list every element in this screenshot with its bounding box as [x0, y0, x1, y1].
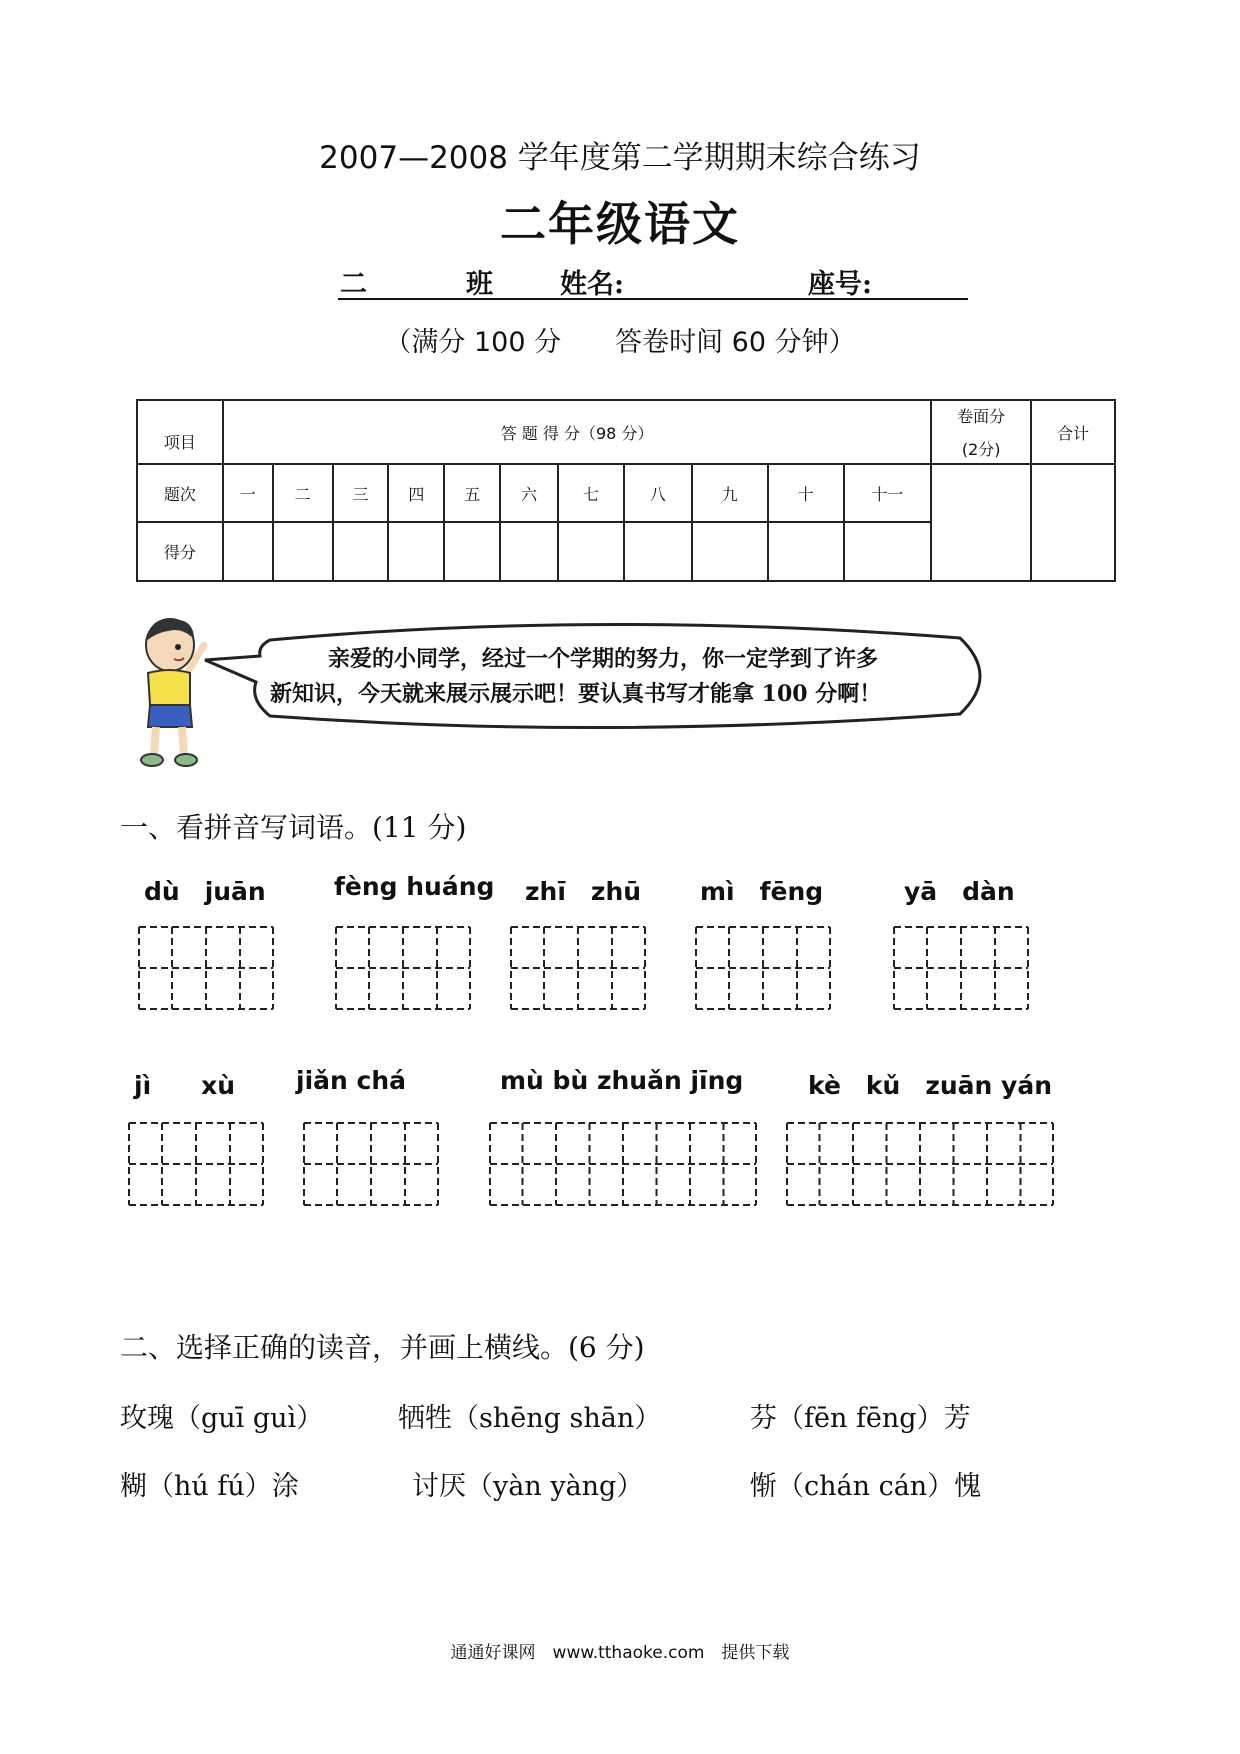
question-number: 九 [692, 464, 768, 522]
pinyin-label: dù juān [144, 877, 266, 906]
seat-label: 座号: [808, 269, 872, 300]
question-number: 五 [444, 464, 500, 522]
pinyin-label: kè kǔ zuān yán [808, 1071, 1053, 1100]
score-cell[interactable] [273, 522, 333, 581]
score-table [136, 399, 1116, 582]
score-cell[interactable] [558, 522, 624, 581]
question-number: 四 [388, 464, 444, 522]
pronunciation-choice[interactable]: 惭（chán cán）愧 [750, 1471, 982, 1502]
writing-grid[interactable] [128, 1122, 264, 1206]
score-cell[interactable] [692, 522, 768, 581]
exam-subtitle: （满分 100 分 答卷时间 60 分钟） [384, 327, 856, 358]
total-score-cell[interactable] [1031, 464, 1115, 581]
neatness-cell [931, 400, 1031, 464]
score-cell[interactable] [500, 522, 558, 581]
footer-source: 通通好课网 www.tthaoke.com 提供下载 [450, 1643, 790, 1663]
section2-title: 二、选择正确的读音，并画上横线。(6 分) [120, 1331, 645, 1364]
writing-grid[interactable] [786, 1122, 1054, 1206]
question-row [137, 464, 1115, 522]
writing-grid[interactable] [489, 1122, 757, 1206]
answer-score-header: 答 题 得 分（98 分） [223, 400, 932, 464]
pinyin-label: jì xù [134, 1071, 236, 1100]
score-cell[interactable] [624, 522, 692, 581]
neatness-points: (2分) [961, 440, 1001, 459]
writing-grid[interactable] [695, 926, 831, 1010]
item-label: 项目 [137, 400, 223, 464]
main-title: 二年级语文 [500, 197, 740, 251]
question-number: 一 [223, 464, 273, 522]
question-number: 八 [624, 464, 692, 522]
score-row-label: 得分 [137, 522, 223, 581]
message-line: 新知识，今天就来展示展示吧！要认真书写才能拿 100 分啊！ [270, 681, 882, 707]
exam-title-line: 2007—2008 学年度第二学期期末综合练习 [319, 140, 921, 176]
name-label: 姓名: [560, 269, 624, 300]
writing-grid[interactable] [893, 926, 1029, 1010]
score-cell[interactable] [768, 522, 844, 581]
writing-grid[interactable] [335, 926, 471, 1010]
question-number: 三 [333, 464, 389, 522]
total-label: 合计 [1031, 400, 1115, 464]
pinyin-label: zhī zhū [525, 877, 642, 906]
pronunciation-choice[interactable]: 玫瑰（guī guì） [120, 1403, 324, 1434]
writing-grid[interactable] [510, 926, 646, 1010]
question-row-label: 题次 [137, 464, 223, 522]
question-number: 十 [768, 464, 844, 522]
section1-title: 一、看拼音写词语。(11 分) [120, 811, 467, 844]
score-cell[interactable] [223, 522, 273, 581]
question-number: 六 [500, 464, 558, 522]
pinyin-label: jiǎn chá [296, 1066, 406, 1095]
pinyin-label: mù bù zhuǎn jīng [500, 1066, 744, 1095]
neatness-label: 卷面分 [957, 407, 1006, 426]
pinyin-label: fèng huáng [334, 872, 495, 901]
grade-label: 二 [340, 269, 367, 300]
pronunciation-choice[interactable]: 讨厌（yàn yàng） [412, 1471, 644, 1502]
question-number: 十一 [844, 464, 932, 522]
score-cell[interactable] [388, 522, 444, 581]
score-cell[interactable] [844, 522, 932, 581]
score-cell[interactable] [444, 522, 500, 581]
writing-grid[interactable] [303, 1122, 439, 1206]
student-info-line [338, 262, 968, 300]
pronunciation-choice[interactable]: 牺牲（shēng shān） [398, 1403, 662, 1434]
pinyin-label: yā dàn [904, 877, 1015, 906]
writing-grid[interactable] [138, 926, 274, 1010]
pronunciation-choice[interactable]: 糊（hú fú）涂 [120, 1471, 299, 1502]
encouragement-message [270, 642, 985, 712]
score-cell[interactable] [333, 522, 389, 581]
question-number: 二 [273, 464, 333, 522]
question-number: 七 [558, 464, 624, 522]
message-line: 亲爱的小同学，经过一个学期的努力，你一定学到了许多 [328, 646, 879, 672]
class-label: 班 [466, 269, 493, 300]
pronunciation-choice[interactable]: 芬（fēn fēng）芳 [750, 1403, 971, 1434]
neatness-score-cell[interactable] [931, 464, 1031, 581]
pinyin-label: mì fēng [700, 877, 824, 906]
